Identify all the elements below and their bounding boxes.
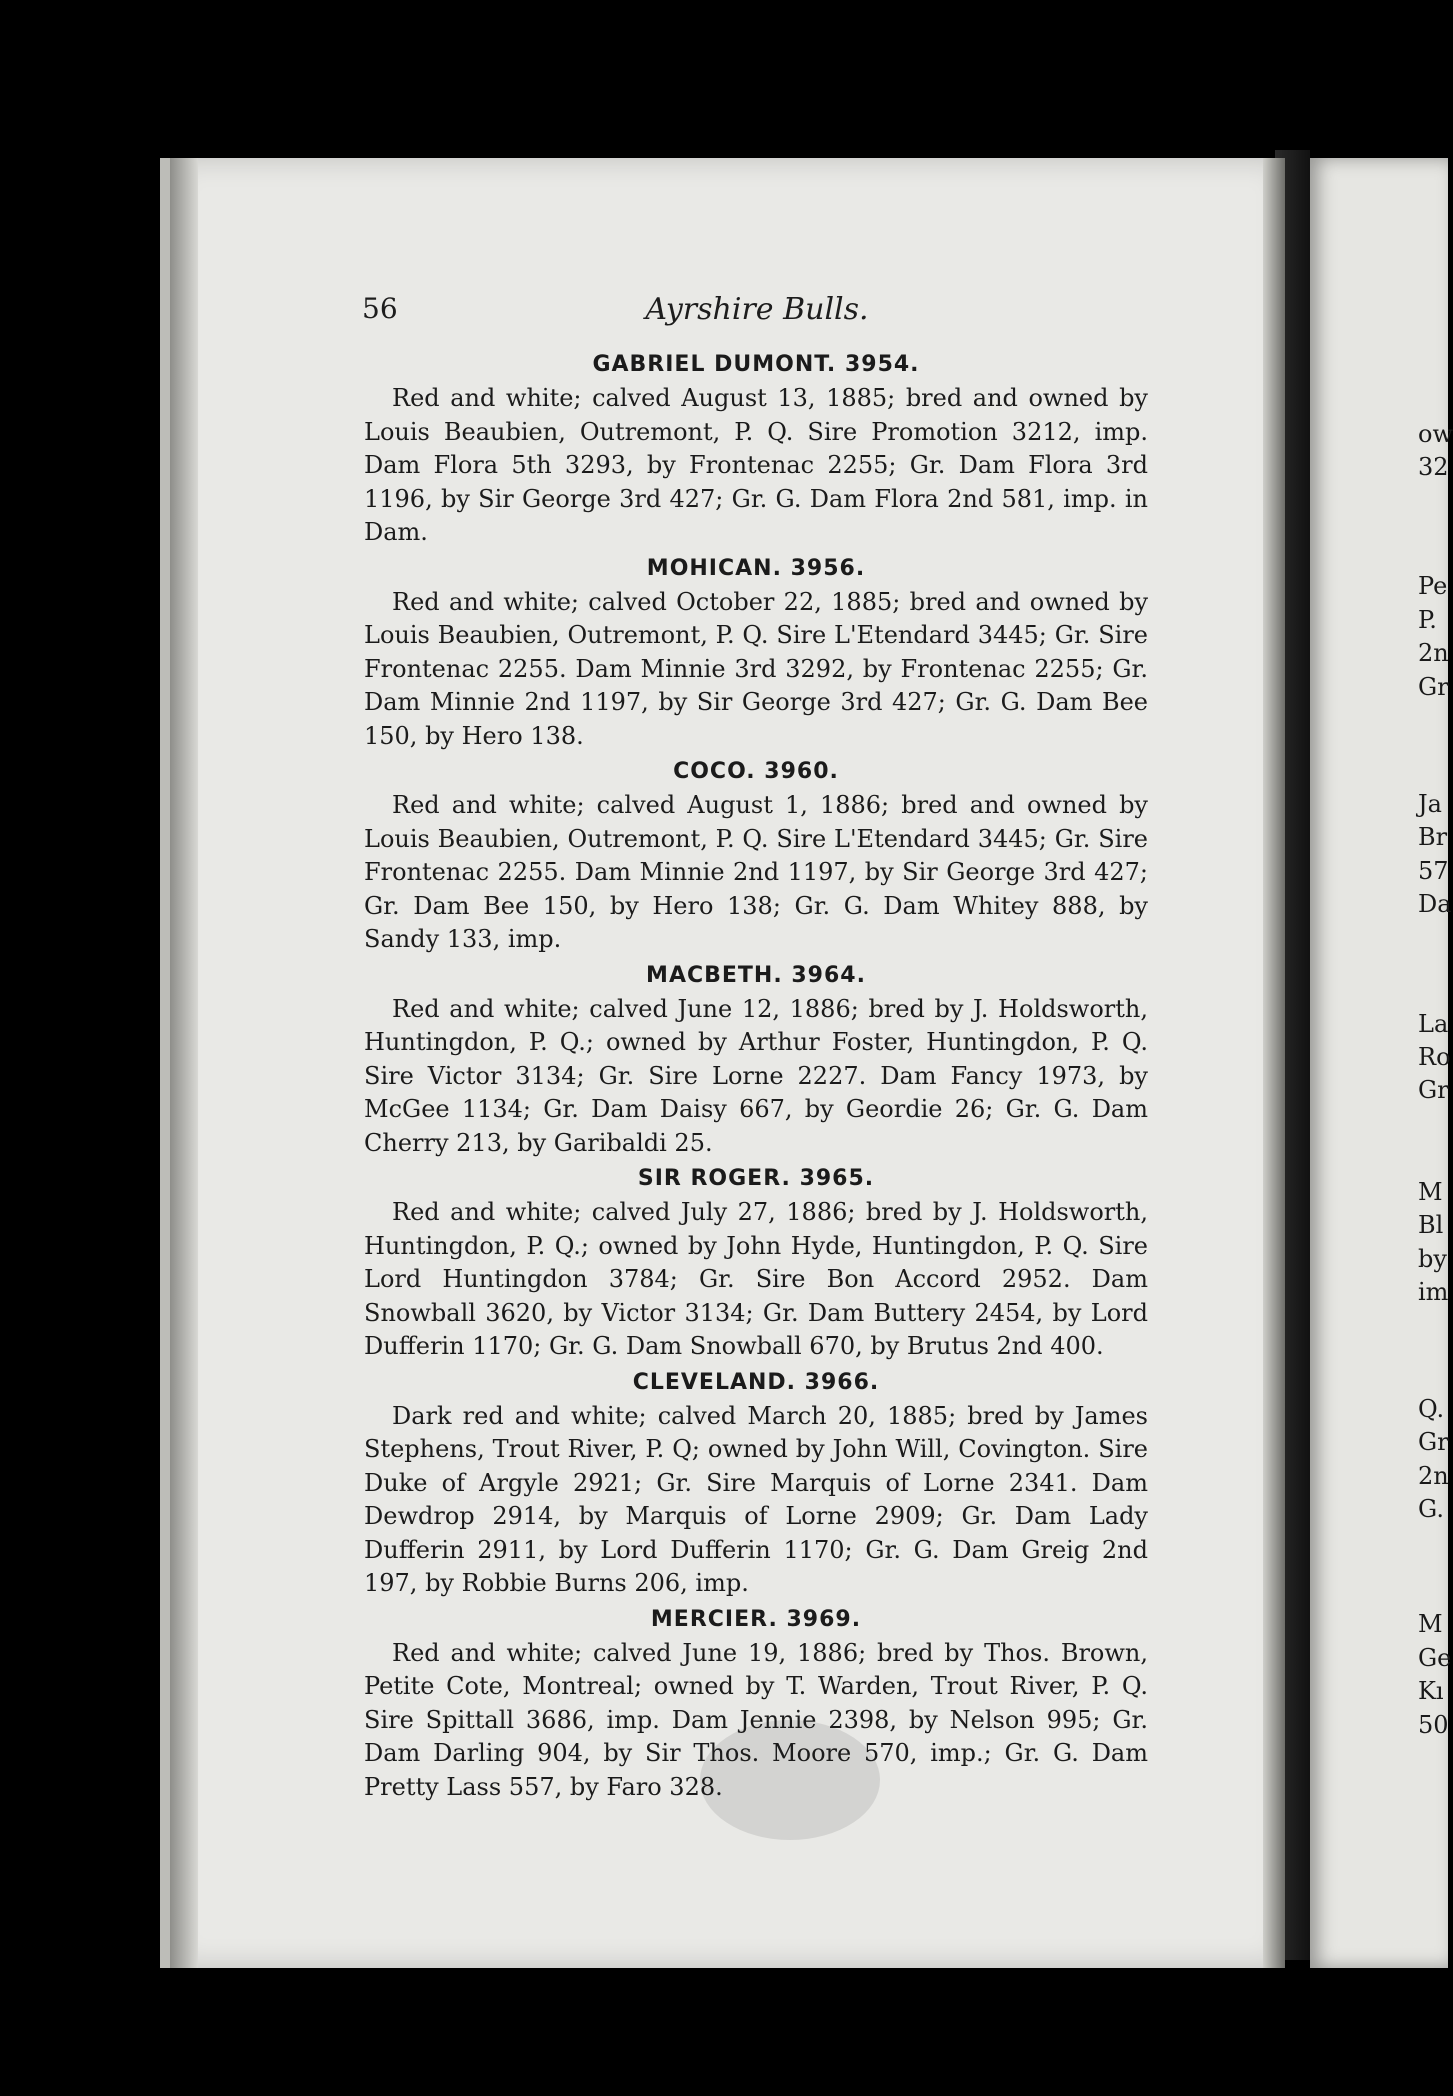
- page-content: [364, 348, 1148, 1804]
- facing-page-fragment: 50: [1418, 1711, 1449, 1739]
- facing-page-fragment: 57: [1418, 857, 1449, 885]
- entry-heading: GABRIEL DUMONT. 3954.: [592, 352, 920, 377]
- entry-heading: COCO. 3960.: [673, 759, 839, 784]
- running-title: Ayrshire Bulls.: [645, 292, 869, 327]
- entry-body: Red and white; calved August 1, 1886; bred and owned by Louis Beaubien, Outremont, P. Q. Sire L'Etendard 3445; Gr. Sire Frontenac 2255. Dam Minnie 2nd 1197, by Sir George 3rd 427; Gr. Dam Bee 150, by Hero 138; Gr. G. Dam Whitey 888, by Sandy 133, imp.: [364, 791, 1148, 953]
- facing-page-fragment: 32: [1418, 453, 1449, 481]
- facing-page-fragment: 2n: [1418, 639, 1449, 667]
- entry-body: Red and white; calved August 13, 1885; bred and owned by Louis Beaubien, Outremont, P. Q. Sire Promotion 3212, imp. Dam Flora 5th 3293, by Frontenac 2255; Gr. Dam Flora 3rd 1196, by Sir George 3rd 427; Gr. G. Dam Flora 2nd 581, imp. in Dam.: [364, 384, 1148, 546]
- facing-page-fragment: Pe: [1418, 572, 1448, 600]
- facing-page-fragment: by: [1418, 1245, 1447, 1273]
- entry-gabriel-dumont: [364, 348, 1148, 550]
- entry-body: Red and white; calved July 27, 1886; bred by J. Holdsworth, Huntingdon, P. Q.; owned by John Hyde, Huntingdon, P. Q. Sire Lord Huntingdon 3784; Gr. Sire Bon Accord 2952. Dam Snowball 3620, by Victor 3134; Gr. Dam Buttery 2454, by Lord Dufferin 1170; Gr. G. Dam Snowball 670, by Brutus 2nd 400.: [364, 1198, 1148, 1360]
- facing-page-fragment: ow: [1418, 420, 1453, 448]
- entry-heading: CLEVELAND. 3966.: [632, 1369, 880, 1395]
- entry-body: Red and white; calved October 22, 1885; bred and owned by Louis Beaubien, Outremont, P. Q. Sire L'Etendard 3445; Gr. Sire Frontenac 2255. Dam Minnie 3rd 3292, by Frontenac 2255; Gr. Dam Minnie 2nd 1197, by Sir George 3rd 427; Gr. G. Dam Bee 150, by Hero 138.: [364, 587, 1148, 750]
- entry-heading: MERCIER. 3969.: [650, 1606, 862, 1632]
- entry-mercier: [364, 1603, 1148, 1805]
- entry-heading: MOHICAN. 3956.: [646, 555, 866, 581]
- facing-page-fragment: La: [1418, 1010, 1449, 1038]
- facing-page-fragment: M: [1418, 1610, 1443, 1638]
- facing-page-fragment: Gr: [1418, 1076, 1449, 1104]
- facing-page-fragment: 2n: [1418, 1462, 1449, 1490]
- page-header: [362, 292, 1152, 332]
- entry-heading: MACBETH. 3964.: [646, 962, 866, 988]
- facing-page-fragment: Da: [1418, 890, 1452, 918]
- facing-page-fragment: Ja: [1418, 790, 1442, 818]
- facing-page-fragment: Q.: [1418, 1395, 1445, 1423]
- facing-page-fragment: P.: [1418, 606, 1437, 634]
- facing-page-fragment: Ge: [1418, 1644, 1452, 1672]
- facing-page-fragment: Gr: [1418, 1428, 1449, 1456]
- entry-body: Red and white; calved June 19, 1886; bred by Thos. Brown, Petite Cote, Montreal; owned by T. Warden, Trout River, P. Q. Sire Spittall 3686, imp. Dam Jennie 2398, by Nelson 995; Gr. Dam Darling 904, by Sir Thos. Moore 570, imp.; Gr. G. Dam Pretty Lass 557, by Faro 328.: [364, 1638, 1148, 1801]
- entry-cleveland: [364, 1366, 1148, 1601]
- facing-page-fragment: Kı: [1418, 1677, 1444, 1705]
- facing-page-fragment: Gr: [1418, 673, 1449, 701]
- entry-mohican: [364, 552, 1148, 754]
- entry-coco: [364, 755, 1148, 957]
- facing-page-fragment: Br: [1418, 823, 1448, 851]
- page-number: 56: [362, 292, 398, 325]
- facing-page-fragment: Bl: [1418, 1211, 1444, 1239]
- entry-body: Red and white; calved June 12, 1886; bred by J. Holdsworth, Huntingdon, P. Q.; owned by Arthur Foster, Huntingdon, P. Q. Sire Victor 3134; Gr. Sire Lorne 2227. Dam Fancy 1973, by McGee 1134; Gr. Dam Daisy 667, by Geordie 26; Gr. G. Dam Cherry 213, by Garibaldi 25.: [364, 994, 1148, 1157]
- entry-heading: SIR ROGER. 3965.: [637, 1166, 875, 1191]
- facing-page-fragment: Ro: [1418, 1043, 1451, 1071]
- entry-sir-roger: [364, 1162, 1148, 1364]
- facing-page-fragment: im: [1418, 1278, 1449, 1306]
- facing-page-fragment: M: [1418, 1178, 1443, 1206]
- entry-body: Dark red and white; calved March 20, 1885; bred by James Stephens, Trout River, P. Q; owned by John Will, Covington. Sire Duke of Argyle 2921; Gr. Sire Marquis of Lorne 2341. Dam Dewdrop 2914, by Marquis of Lorne 2909; Gr. Dam Lady Dufferin 2911, by Lord Dufferin 1170; Gr. G. Dam Greig 2nd 197, by Robbie Burns 206, imp.: [364, 1401, 1148, 1597]
- entry-macbeth: [364, 959, 1148, 1161]
- facing-page-fragment: G.: [1418, 1495, 1444, 1523]
